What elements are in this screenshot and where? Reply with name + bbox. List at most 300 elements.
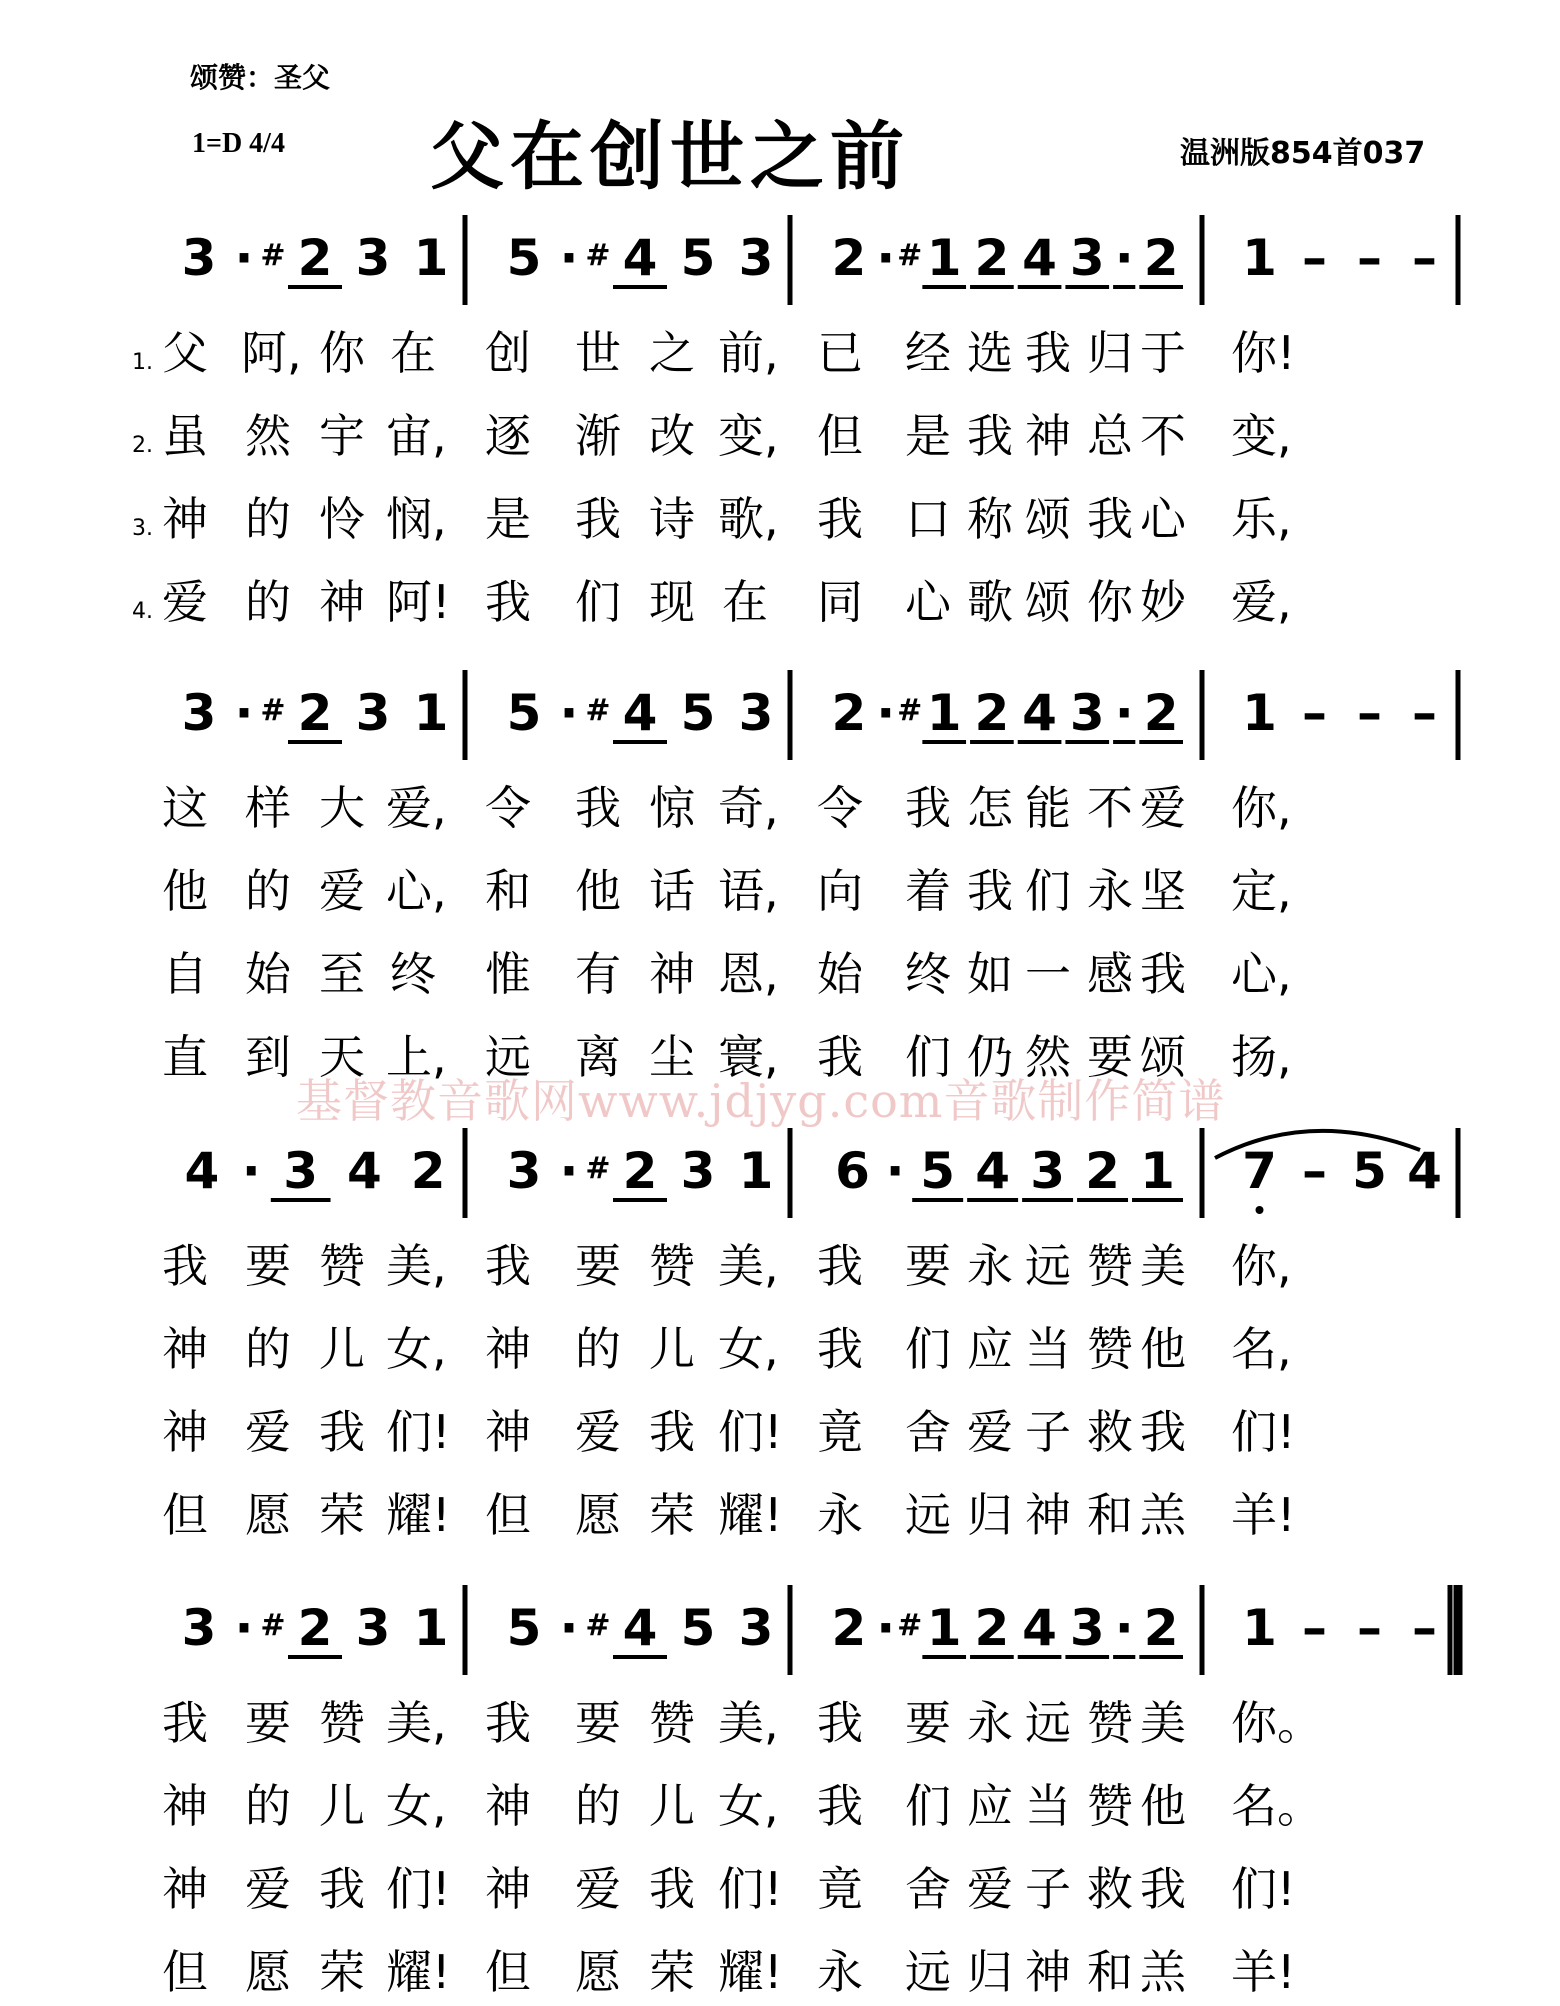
dot-mark: ·: [1114, 229, 1134, 287]
lyric-char: 荣: [649, 1488, 695, 1542]
dash-mark: –: [1357, 229, 1382, 287]
sharp-sign: #: [585, 1608, 611, 1643]
lyric-char: 语,: [718, 864, 779, 918]
lyric-char: 现: [649, 575, 695, 629]
dot-mark: ·: [876, 684, 896, 742]
lyric-char: 然: [1025, 1030, 1071, 1084]
lyric-char: 我: [967, 864, 1013, 918]
lyric-char: 爱,: [386, 781, 447, 835]
note: 1: [1140, 1142, 1175, 1200]
lyric-char: 我: [575, 781, 621, 835]
lyric-char: 诗: [649, 492, 695, 546]
lyric-char: 定,: [1231, 864, 1292, 918]
lyric-char: 我: [967, 409, 1013, 463]
lyric-char: 前,: [718, 326, 779, 380]
lyric-char: 远: [485, 1030, 531, 1084]
notation-row: [0, 205, 1560, 325]
note: 7: [1242, 1142, 1277, 1200]
lyric-char: 有: [575, 947, 621, 1001]
lyric-char: 神: [162, 492, 208, 546]
lyric-char: 他: [162, 864, 208, 918]
lyric-line: [0, 1479, 1560, 1549]
sharp-sign: #: [897, 238, 923, 273]
lyric-char: 你,: [1231, 781, 1292, 835]
note: 3: [1069, 684, 1105, 742]
lyric-char: 们: [905, 1779, 951, 1833]
lyric-char: 你: [1087, 575, 1133, 629]
dash-mark: –: [1302, 1142, 1327, 1200]
lyric-char: 你。: [1231, 1696, 1323, 1750]
lyric-char: 总: [1087, 409, 1133, 463]
lyric-char: 们!: [718, 1405, 783, 1459]
lyric-char: 但: [485, 1945, 531, 1999]
low-octave-dot: [1256, 1206, 1264, 1214]
note: 2: [622, 1142, 658, 1200]
lyric-char: 寰,: [718, 1030, 779, 1084]
dot-mark: ·: [234, 1599, 254, 1657]
lyric-char: 爱: [967, 1862, 1013, 1916]
lyric-char: 你: [319, 326, 365, 380]
lyric-char: 舍: [905, 1405, 951, 1459]
lyric-char: 我: [485, 1696, 531, 1750]
lyric-char: 心,: [386, 864, 447, 918]
sharp-sign: #: [260, 693, 286, 728]
lyric-char: 我: [817, 1239, 863, 1293]
lyric-line: [0, 1770, 1560, 1840]
lyric-line: [0, 400, 1560, 470]
lyric-char: 羔: [1140, 1488, 1186, 1542]
note: 4: [1407, 1142, 1442, 1200]
notation-svg: [0, 205, 1560, 325]
dot-mark: ·: [234, 684, 254, 742]
lyric-char: 美,: [718, 1239, 779, 1293]
lyric-char: 宇: [319, 409, 365, 463]
lyric-char: 经: [905, 326, 951, 380]
lyric-char: 赞: [1087, 1779, 1133, 1833]
lyric-char: 感: [1087, 947, 1133, 1001]
lyric-char: 坚: [1140, 864, 1186, 918]
note: 3: [181, 1599, 217, 1657]
lyric-char: 我: [817, 1779, 863, 1833]
lyric-char: 子: [1025, 1862, 1071, 1916]
lyric-char: 爱: [245, 1405, 291, 1459]
lyric-line: [0, 1230, 1560, 1300]
lyric-char: 颂: [1025, 575, 1071, 629]
lyric-char: 向: [817, 864, 863, 918]
note: 5: [506, 684, 542, 742]
lyric-char: 奇,: [718, 781, 779, 835]
lyric-char: 爱: [1140, 781, 1186, 835]
lyric-char: 赞: [1087, 1239, 1133, 1293]
lyric-char: 但: [817, 409, 863, 463]
verse-number: 3.: [132, 516, 153, 541]
lyric-char: 永: [1087, 864, 1133, 918]
lyric-char: 远: [1025, 1696, 1071, 1750]
lyric-line: [0, 772, 1560, 842]
lyric-char: 们!: [1231, 1405, 1296, 1459]
lyric-line: [0, 1313, 1560, 1383]
lyric-char: 羊!: [1231, 1488, 1296, 1542]
lyric-char: 当: [1025, 1779, 1071, 1833]
note: 4: [1022, 1599, 1057, 1657]
lyric-char: 愿: [575, 1488, 621, 1542]
lyric-char: 美: [1140, 1696, 1186, 1750]
lyric-char: 和: [1087, 1945, 1133, 1999]
note: 2: [1085, 1142, 1120, 1200]
note: 2: [1143, 229, 1179, 287]
note: 3: [738, 1599, 774, 1657]
lyric-char: 这: [162, 781, 208, 835]
lyric-char: 惟: [485, 947, 531, 1001]
lyric-char: 永: [967, 1696, 1013, 1750]
lyric-char: 的: [245, 492, 291, 546]
lyric-char: 变,: [718, 409, 779, 463]
lyric-char: 我: [817, 1030, 863, 1084]
note: 5: [680, 229, 716, 287]
lyric-char: 我: [649, 1862, 695, 1916]
lyric-char: 恩,: [718, 947, 779, 1001]
lyric-char: 改: [649, 409, 695, 463]
dot-mark: ·: [876, 1599, 896, 1657]
lyric-char: 远: [905, 1945, 951, 1999]
lyric-line: [0, 1853, 1560, 1923]
note: 4: [622, 229, 658, 287]
lyric-line: [0, 855, 1560, 925]
lyric-char: 爱,: [1231, 575, 1292, 629]
lyric-char: 女,: [386, 1322, 447, 1376]
lyric-char: 神: [1025, 1488, 1071, 1542]
sharp-sign: #: [585, 693, 611, 728]
note: 1: [1242, 229, 1277, 287]
lyric-char: 心: [905, 575, 951, 629]
lyric-line: [0, 1396, 1560, 1466]
lyric-char: 儿: [319, 1779, 365, 1833]
lyric-char: 我: [649, 1405, 695, 1459]
lyric-char: 神: [162, 1405, 208, 1459]
lyric-char: 赞: [1087, 1696, 1133, 1750]
lyric-char: 尘: [649, 1030, 695, 1084]
lyric-char: 悯,: [386, 492, 447, 546]
lyric-char: 耀!: [718, 1945, 783, 1999]
note: 6: [835, 1142, 870, 1200]
note: 1: [413, 684, 449, 742]
lyric-char: 们: [905, 1030, 951, 1084]
dot-mark: ·: [559, 1599, 579, 1657]
lyric-char: 他: [1140, 1322, 1186, 1376]
lyric-char: 羔: [1140, 1945, 1186, 1999]
lyric-line: [0, 566, 1560, 636]
lyric-char: 自: [162, 947, 208, 1001]
lyric-char: 爱: [162, 575, 208, 629]
lyric-char: 创: [485, 326, 531, 380]
lyric-char: 神: [485, 1405, 531, 1459]
lyric-char: 阿!: [386, 575, 451, 629]
lyric-char: 爱: [575, 1405, 621, 1459]
note: 3: [355, 1599, 391, 1657]
lyric-char: 不: [1087, 781, 1133, 835]
lyric-char: 我: [575, 492, 621, 546]
lyric-char: 神: [1025, 409, 1071, 463]
sharp-sign: #: [897, 693, 923, 728]
note: 5: [1352, 1142, 1387, 1200]
lyric-char: 令: [485, 781, 531, 835]
lyric-char: 归: [967, 1488, 1013, 1542]
lyric-char: 们!: [386, 1405, 451, 1459]
lyric-char: 世: [575, 326, 621, 380]
lyric-char: 我: [1140, 947, 1186, 1001]
lyric-char: 一: [1025, 947, 1071, 1001]
lyric-char: 宙,: [386, 409, 447, 463]
lyric-line: [0, 1936, 1560, 2006]
lyric-char: 然: [245, 409, 291, 463]
lyric-char: 的: [245, 1322, 291, 1376]
lyric-char: 同: [817, 575, 863, 629]
lyric-char: 逐: [485, 409, 531, 463]
lyric-char: 心,: [1231, 947, 1292, 1001]
lyric-char: 女,: [386, 1779, 447, 1833]
lyric-char: 我: [817, 492, 863, 546]
hymnal-source: 温洲版854首037: [1180, 136, 1426, 171]
note: 3: [738, 229, 774, 287]
lyric-char: 我: [1140, 1862, 1186, 1916]
notation-svg: [0, 1575, 1560, 1695]
notation-svg: [0, 660, 1560, 780]
lyric-char: 扬,: [1231, 1030, 1292, 1084]
lyric-char: 神: [319, 575, 365, 629]
lyric-char: 永: [817, 1945, 863, 1999]
notation-svg: [0, 1118, 1560, 1238]
lyric-char: 怜: [319, 492, 365, 546]
notation-row: [0, 660, 1560, 780]
lyric-char: 爱: [319, 864, 365, 918]
note: 1: [413, 1599, 449, 1657]
dot-mark: ·: [241, 1142, 261, 1200]
lyric-char: 怎: [967, 781, 1013, 835]
lyric-char: 我: [162, 1696, 208, 1750]
note: 1: [413, 229, 449, 287]
dot-mark: ·: [876, 229, 896, 287]
lyric-char: 离: [575, 1030, 621, 1084]
lyric-char: 心: [1140, 492, 1186, 546]
note: 5: [680, 684, 716, 742]
lyric-char: 爱: [575, 1862, 621, 1916]
lyric-char: 们: [575, 575, 621, 629]
lyric-char: 颂: [1025, 492, 1071, 546]
lyric-char: 上,: [386, 1030, 447, 1084]
note: 2: [974, 229, 1010, 287]
note: 4: [622, 1599, 658, 1657]
note: 2: [974, 684, 1010, 742]
lyric-char: 们!: [1231, 1862, 1296, 1916]
lyric-char: 赞: [1087, 1322, 1133, 1376]
notation-row: [0, 1118, 1560, 1238]
lyric-char: 令: [817, 781, 863, 835]
lyric-char: 耀!: [718, 1488, 783, 1542]
dot-mark: ·: [1114, 684, 1134, 742]
lyric-char: 于: [1140, 326, 1186, 380]
note: 2: [974, 1599, 1010, 1657]
lyric-char: 们!: [718, 1862, 783, 1916]
lyric-char: 赞: [319, 1696, 365, 1750]
lyric-char: 话: [649, 864, 695, 918]
note: 2: [297, 684, 333, 742]
lyric-char: 在: [390, 326, 436, 380]
lyric-char: 要: [245, 1239, 291, 1293]
lyric-char: 口: [905, 492, 951, 546]
lyric-char: 我: [162, 1239, 208, 1293]
lyric-char: 我: [485, 575, 531, 629]
dash-mark: –: [1412, 684, 1437, 742]
lyric-char: 竟: [817, 1862, 863, 1916]
lyric-char: 爱: [967, 1405, 1013, 1459]
lyric-char: 救: [1087, 1862, 1133, 1916]
dot-mark: ·: [1114, 1599, 1134, 1657]
note: 3: [680, 1142, 716, 1200]
lyric-char: 的: [245, 1779, 291, 1833]
note: 1: [926, 684, 962, 742]
lyric-char: 女,: [718, 1779, 779, 1833]
note: 3: [355, 229, 391, 287]
dash-mark: –: [1302, 684, 1327, 742]
lyric-char: 称: [967, 492, 1013, 546]
lyric-char: 神: [162, 1779, 208, 1833]
note: 4: [184, 1142, 220, 1200]
lyric-char: 妙: [1140, 575, 1186, 629]
dot-mark: ·: [885, 1142, 905, 1200]
note: 2: [297, 229, 333, 287]
lyric-char: 我: [1087, 492, 1133, 546]
lyric-char: 着: [905, 864, 951, 918]
lyric-char: 女,: [718, 1322, 779, 1376]
lyric-char: 但: [485, 1488, 531, 1542]
lyric-char: 是: [905, 409, 951, 463]
note: 1: [738, 1142, 774, 1200]
dash-mark: –: [1302, 1599, 1327, 1657]
lyric-line: [0, 483, 1560, 553]
verse-number: 4.: [132, 599, 153, 624]
dot-mark: ·: [234, 229, 254, 287]
genre-label: 颂赞：圣父: [190, 61, 331, 94]
note: 5: [506, 1599, 542, 1657]
lyric-char: 舍: [905, 1862, 951, 1916]
lyric-char: 颂: [1140, 1030, 1186, 1084]
lyric-char: 美,: [718, 1696, 779, 1750]
lyric-char: 父: [162, 326, 208, 380]
lyric-char: 大: [319, 781, 365, 835]
dot-mark: ·: [559, 229, 579, 287]
lyric-char: 我: [319, 1405, 365, 1459]
song-title: 父在创世之前: [430, 114, 910, 200]
lyric-char: 我: [319, 1862, 365, 1916]
lyric-char: 儿: [319, 1322, 365, 1376]
note: 2: [1143, 684, 1179, 742]
key-time-signature: 1=D 4/4: [192, 128, 285, 159]
sharp-sign: #: [897, 1608, 923, 1643]
note: 2: [831, 1599, 867, 1657]
lyric-char: 荣: [319, 1945, 365, 1999]
lyric-char: 你!: [1231, 326, 1296, 380]
lyric-char: 荣: [649, 1945, 695, 1999]
lyric-char: 要: [905, 1239, 951, 1293]
lyric-char: 不: [1140, 409, 1186, 463]
lyric-char: 能: [1025, 781, 1071, 835]
lyric-char: 赞: [649, 1239, 695, 1293]
lyric-char: 美: [1140, 1239, 1186, 1293]
lyric-char: 阿,: [241, 326, 302, 380]
lyric-line: [0, 1687, 1560, 1757]
lyric-char: 美,: [386, 1239, 447, 1293]
note: 5: [506, 229, 542, 287]
watermark-text: 基督教音歌网www.jdjyg.com音歌制作简谱: [296, 1074, 1226, 1128]
lyric-char: 归: [967, 1945, 1013, 1999]
lyric-char: 永: [817, 1488, 863, 1542]
lyric-char: 渐: [575, 409, 621, 463]
lyric-line: [0, 1021, 1560, 1091]
lyric-char: 我: [817, 1322, 863, 1376]
lyric-char: 名。: [1231, 1779, 1323, 1833]
lyric-char: 和: [485, 864, 531, 918]
lyric-char: 在: [722, 575, 768, 629]
dash-mark: –: [1412, 229, 1437, 287]
lyric-line: [0, 317, 1560, 387]
lyric-char: 我: [905, 781, 951, 835]
lyric-char: 选: [967, 326, 1013, 380]
note: 5: [680, 1599, 716, 1657]
note: 5: [920, 1142, 956, 1200]
lyric-char: 们: [905, 1322, 951, 1376]
lyric-char: 要: [245, 1696, 291, 1750]
lyric-char: 竟: [817, 1405, 863, 1459]
lyric-char: 直: [162, 1030, 208, 1084]
note: 2: [297, 1599, 333, 1657]
sharp-sign: #: [260, 1608, 286, 1643]
lyric-char: 的: [245, 575, 291, 629]
lyric-char: 但: [162, 1945, 208, 1999]
lyric-char: 之: [649, 326, 695, 380]
lyric-char: 神: [649, 947, 695, 1001]
lyric-char: 要: [575, 1696, 621, 1750]
lyric-char: 始: [245, 947, 291, 1001]
dash-mark: –: [1357, 1599, 1382, 1657]
sharp-sign: #: [260, 238, 286, 273]
dash-mark: –: [1357, 684, 1382, 742]
sharp-sign: #: [585, 1151, 611, 1186]
lyric-char: 神: [485, 1779, 531, 1833]
lyric-char: 是: [485, 492, 531, 546]
lyric-char: 变,: [1231, 409, 1292, 463]
lyric-char: 的: [575, 1779, 621, 1833]
lyric-char: 远: [1025, 1239, 1071, 1293]
lyric-char: 他: [575, 864, 621, 918]
lyric-char: 荣: [319, 1488, 365, 1542]
lyric-char: 愿: [575, 1945, 621, 1999]
lyric-char: 神: [162, 1322, 208, 1376]
note: 4: [1022, 684, 1057, 742]
lyric-char: 神: [1025, 1945, 1071, 1999]
note: 1: [1242, 1599, 1277, 1657]
lyric-char: 仍: [967, 1030, 1013, 1084]
lyric-char: 到: [245, 1030, 291, 1084]
lyric-char: 乐,: [1231, 492, 1292, 546]
note: 3: [181, 229, 217, 287]
lyric-char: 歌: [967, 575, 1013, 629]
lyric-char: 我: [817, 1696, 863, 1750]
lyric-char: 赞: [319, 1239, 365, 1293]
lyric-char: 我: [485, 1239, 531, 1293]
note: 4: [346, 1142, 382, 1200]
lyric-char: 始: [817, 947, 863, 1001]
lyric-char: 愿: [245, 1945, 291, 1999]
